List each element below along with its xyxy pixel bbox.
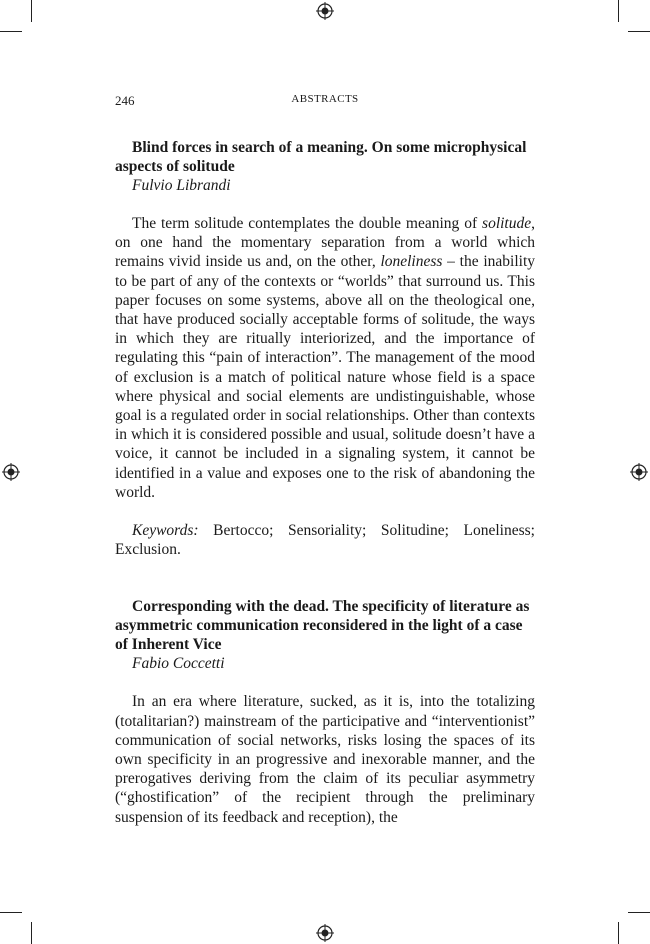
crop-mark-top-left-v	[31, 0, 32, 22]
crop-mark-bottom-left-v	[31, 922, 32, 944]
crop-mark-top-right-v	[618, 0, 619, 22]
registration-mark-right-icon	[630, 463, 648, 481]
registration-mark-left-icon	[2, 463, 20, 481]
keywords-label: Keywords:	[132, 522, 199, 540]
body-italic-term: loneliness	[380, 253, 443, 271]
crop-mark-bottom-left-h	[0, 912, 22, 913]
body-text: , on one hand the momentary separation from a world which remains vivid inside us and, on the other,	[115, 215, 535, 271]
abstract-title: Corresponding with the dead. The specificity of literature as asymmetric communication reconsidered in the light of a case of Inherent Vice	[115, 598, 530, 654]
body-text: – the inability to be part of any of the contexts or “worlds” that surround us. This paper focuses on some systems, above all on the theological one, that have produced socially acceptable forms of solitude, the ways in which they are ritually interiorized, and the importance of regulating this “pain of interaction”. The management of the mood of exclusion is a match of political nature whose field is a space where physical and social elements are undistinguishable, whose goal is a regulated order in social relationships. Other than contexts in which it is considered possible and usual, solitude doesn’t have a voice, it cannot be included in a signaling system, it cannot be identified in a value and exposes one to the risk of abandoning the world.	[115, 253, 535, 501]
crop-mark-top-left-h	[0, 31, 22, 32]
registration-mark-bottom-icon	[316, 924, 334, 942]
page-number: 246	[115, 93, 135, 108]
abstract-body	[115, 214, 535, 502]
crop-mark-bottom-right-h	[628, 912, 650, 913]
body-text: The term solitude contemplates the double meaning of	[132, 215, 483, 232]
abstract-author: Fabio Coccetti	[132, 655, 225, 673]
abstract-keywords	[115, 521, 535, 559]
abstract-author: Fulvio Librandi	[132, 177, 231, 194]
body-italic-term: solitude	[482, 215, 532, 232]
crop-mark-top-right-h	[628, 31, 650, 32]
registration-mark-top-icon	[316, 2, 334, 20]
running-head: ABSTRACTS	[291, 93, 359, 105]
crop-mark-bottom-right-v	[618, 922, 619, 944]
abstract-title: Blind forces in search of a meaning. On some microphysical aspects of solitude	[115, 139, 527, 175]
abstract-body: In an era where literature, sucked, as it is, into the totalizing (totalitarian?) mainstream of the participative and “interventionist” communication of social networks, risks losing the spaces of its own specificity in an progressive and inexorable manner, and the prerogatives deriving from the claim of its peculiar asymmetry (“ghostification” of the recipient through the preliminary suspension of its feedback and reception), the	[115, 693, 535, 826]
keywords-list: Bertocco; Sensoriality; Solitudine; Loneliness; Exclusion.	[115, 522, 535, 559]
abstract-1	[115, 138, 535, 559]
abstract-2	[115, 597, 535, 826]
page-header	[115, 93, 535, 109]
abstracts-content	[115, 138, 535, 827]
